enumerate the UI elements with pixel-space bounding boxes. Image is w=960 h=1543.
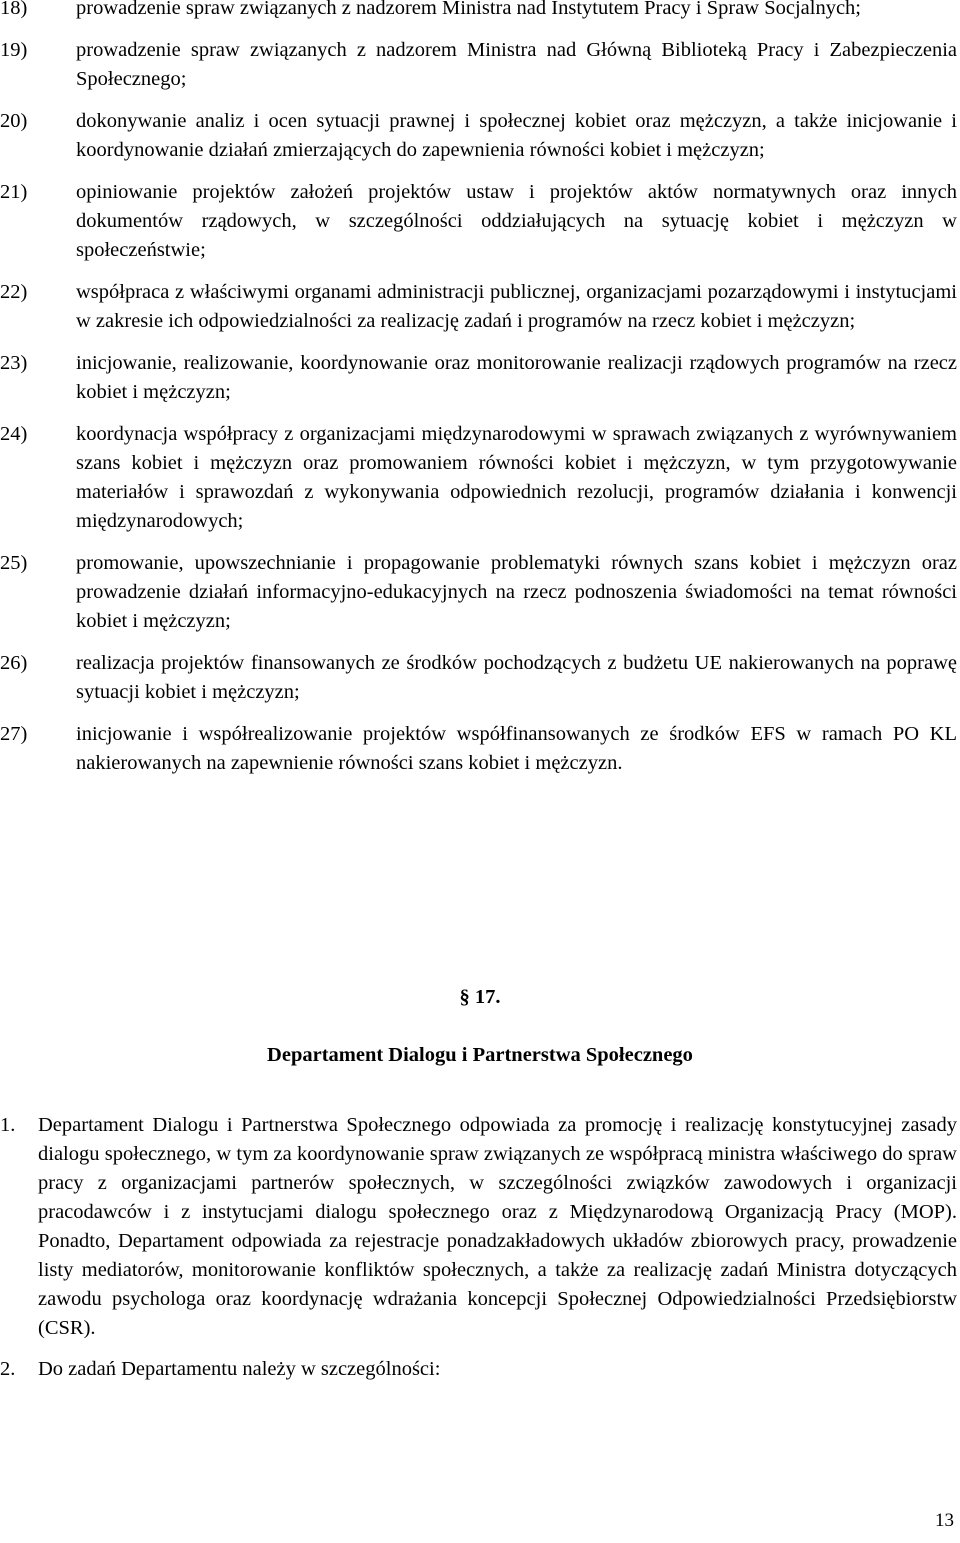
item-number: 19) [0, 39, 28, 61]
list-item-22 [0, 278, 957, 336]
item-number: 22) [0, 281, 28, 303]
list-item-25 [0, 549, 957, 636]
list-item-20 [0, 107, 957, 165]
item-number: 25) [0, 552, 28, 574]
item-text: prowadzenie spraw związanych z nadzorem Ministra nad Główną Biblioteką Pracy i Zabezpieczenia Społecznego; [76, 39, 957, 90]
section-title: Departament Dialogu i Partnerstwa Społecznego [267, 1044, 693, 1066]
item-text: koordynacja współpracy z organizacjami międzynarodowymi w sprawach związanych z wyrównywaniem szans kobiet i mężczyzn oraz promowaniem równości kobiet i mężczyzn, w tym przygotowywanie materiałów i sprawozdań z wykonywania odpowiednich rezolucji, programów działania i konwencji międzynarodowych; [76, 423, 957, 532]
item-number: 27) [0, 723, 28, 745]
item-number: 23) [0, 352, 28, 374]
list-item-27 [0, 720, 957, 778]
list-item-26 [0, 649, 957, 707]
item-text: promowanie, upowszechnianie i propagowanie problematyki równych szans kobiet i mężczyzn oraz prowadzenie działań informacyjno-edukacyjnych na rzecz podnoszenia świadomości na temat równości kobiet i mężczyzn; [76, 552, 957, 632]
item-text: opiniowanie projektów założeń projektów ustaw i projektów aktów normatywnych oraz innych dokumentów rządowych, w szczególności oddziałujących na sytuację kobiet i mężczyzn w społeczeństwie; [76, 181, 957, 261]
item-text: prowadzenie spraw związanych z nadzorem Ministra nad Instytutem Pracy i Spraw Socjalnych; [76, 0, 862, 19]
section-number: § 17. [459, 986, 501, 1008]
item-text: współpraca z właściwymi organami administracji publicznej, organizacjami pozarządowymi i instytucjami w zakresie ich odpowiedzialności za realizację zadań i programów na rzecz kobiet i mężczyzn; [76, 281, 957, 332]
list-item-18 [0, 0, 957, 23]
item-number: 21) [0, 181, 28, 203]
list-item-21 [0, 178, 957, 265]
item-text: realizacja projektów finansowanych ze środków pochodzących z budżetu UE nakierowanych na poprawę sytuacji kobiet i mężczyzn; [76, 652, 957, 703]
list-item-24 [0, 420, 957, 536]
paragraph-text: Departament Dialogu i Partnerstwa Społecznego odpowiada za promocję i realizację konstytucyjnej zasady dialogu społecznego, w tym za koordynowanie spraw związanych ze współpracą ministra właściwego do spraw pracy z organizacjami partnerów społecznych, w szczególności związków zawodowych i organizacji pracodawców i z instytucjami dialogu społecznego oraz z Międzynarodową Organizacją Pracy (MOP). Ponadto, Departament odpowiada za rejestracje ponadzakładowych układów zbiorowych pracy, prowadzenie listy mediatorów, monitorowanie konfliktów społecznych, a także za realizację zadań Ministra dotyczących zawodu psychologa oraz koordynację wdrażania koncepcji Społecznej Odpowiedzialności Przedsiębiorstw (CSR). [38, 1114, 957, 1339]
list-item-23 [0, 349, 957, 407]
page-number: 13 [935, 1510, 954, 1531]
item-number: 20) [0, 110, 28, 132]
paragraph-number: 1. [0, 1114, 16, 1136]
item-number: 24) [0, 423, 28, 445]
paragraph-text: Do zadań Departamentu należy w szczególności: [38, 1358, 441, 1380]
list-item-19 [0, 36, 957, 94]
item-text: dokonywanie analiz i ocen sytuacji prawnej i społecznej kobiet oraz mężczyzn, a także inicjowanie i koordynowanie działań zmierzających do zapewnienia równości kobiet i mężczyzn; [76, 110, 957, 161]
item-text: inicjowanie, realizowanie, koordynowanie oraz monitorowanie realizacji rządowych programów na rzecz kobiet i mężczyzn; [76, 352, 957, 403]
paragraph-number: 2. [0, 1358, 16, 1380]
item-text: inicjowanie i współrealizowanie projektów współfinansowanych ze środków EFS w ramach PO KL nakierowanych na zapewnienie równości szans kobiet i mężczyzn. [76, 723, 957, 774]
item-number: 26) [0, 652, 28, 674]
paragraph-list [0, 1111, 957, 1396]
paragraph-1 [0, 1111, 957, 1343]
item-number: 18) [0, 0, 28, 19]
paragraph-2 [0, 1355, 957, 1384]
